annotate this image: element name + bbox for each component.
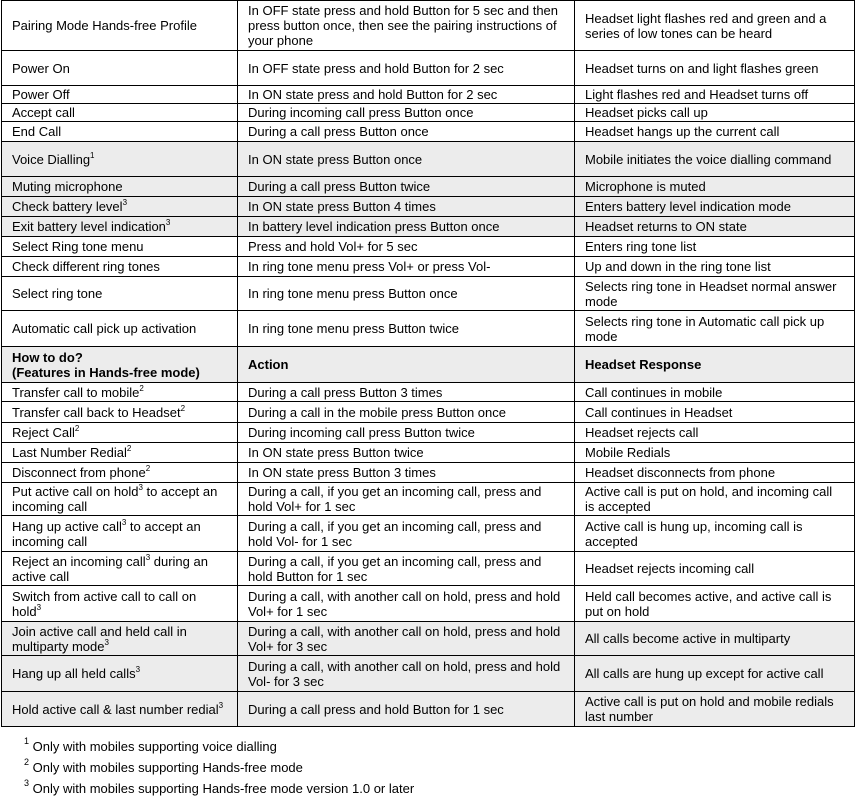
action-cell: During a call, if you get an incoming call, press and hold Button for 1 sec bbox=[238, 552, 575, 586]
table-row bbox=[2, 383, 855, 402]
response-cell: Headset hangs up the current call bbox=[575, 122, 855, 142]
footnote-mark: 3 bbox=[122, 198, 128, 207]
feature-cell: Transfer call back to Headset$^2$ bbox=[2, 402, 238, 423]
response-cell: Headset picks call up bbox=[575, 104, 855, 122]
feature-cell: Power On bbox=[2, 51, 238, 86]
action-cell: In ring tone menu press Button twice bbox=[238, 311, 575, 347]
feature-cell: Voice Dialling$^1$ bbox=[2, 142, 238, 177]
response-cell: Headset light flashes red and green and a series of low tones can be heard bbox=[575, 1, 855, 51]
footnote-mark: 3 bbox=[121, 517, 127, 527]
table-row bbox=[2, 552, 855, 586]
action-cell: In ON state press Button 4 times bbox=[238, 197, 575, 217]
table-row bbox=[2, 217, 855, 237]
action-cell: During a call press Button twice bbox=[238, 177, 575, 197]
action-cell: In ring tone menu press Button once bbox=[238, 277, 575, 311]
footnote-text: Only with mobiles supporting Hands-free mode bbox=[32, 760, 303, 775]
action-cell: In ON state press Button 3 times bbox=[238, 463, 575, 483]
footnote-number: 2 bbox=[24, 757, 30, 767]
feature-table bbox=[1, 0, 855, 727]
footnote-text: Only with mobiles supporting voice dialling bbox=[32, 739, 277, 754]
response-cell: Enters ring tone list bbox=[575, 237, 855, 257]
response-cell: Active call is put on hold, and incoming call is accepted bbox=[575, 483, 855, 516]
footnote-mark: 3 bbox=[135, 665, 141, 674]
table-row bbox=[2, 483, 855, 516]
table-row bbox=[2, 197, 855, 217]
feature-cell: Reject Call$^2$ bbox=[2, 423, 238, 443]
table-row bbox=[2, 656, 855, 692]
feature-cell: Exit battery level indication$^3$ bbox=[2, 217, 238, 237]
feature-cell: Transfer call to mobile$^2$ bbox=[2, 383, 238, 402]
footnote-mark: 2 bbox=[180, 403, 186, 413]
table-row bbox=[2, 257, 855, 277]
feature-cell: Select ring tone bbox=[2, 277, 238, 311]
table-row bbox=[2, 104, 855, 122]
feature-cell: Put active call on hold$^3$ to accept an incoming call bbox=[2, 483, 238, 516]
action-cell: In ring tone menu press Vol+ or press Vol- bbox=[238, 257, 575, 277]
action-cell: Press and hold Vol+ for 5 sec bbox=[238, 237, 575, 257]
action-cell: In ON state press Button twice bbox=[238, 443, 575, 463]
table-row bbox=[2, 423, 855, 443]
footnote bbox=[24, 757, 414, 778]
action-cell: During a call, with another call on hold, press and hold Vol- for 3 sec bbox=[238, 656, 575, 692]
response-cell: Selects ring tone in Automatic call pick up mode bbox=[575, 311, 855, 347]
action-cell: During a call press Button once bbox=[238, 122, 575, 142]
table-header-row bbox=[2, 347, 855, 383]
feature-cell: Hang up all held calls$^3$ bbox=[2, 656, 238, 692]
table-row bbox=[2, 1, 855, 51]
footnote-mark: 3 bbox=[165, 218, 171, 227]
feature-cell: Switch from active call to call on hold$^3$ bbox=[2, 586, 238, 622]
action-cell: Action bbox=[238, 347, 575, 383]
action-cell: In ON state press Button once bbox=[238, 142, 575, 177]
feature-cell: Automatic call pick up activation bbox=[2, 311, 238, 347]
table-row bbox=[2, 51, 855, 86]
table-row bbox=[2, 122, 855, 142]
response-cell: Headset rejects call bbox=[575, 423, 855, 443]
feature-cell: Join active call and held call in multiparty mode$^3$ bbox=[2, 622, 238, 656]
action-cell: In battery level indication press Button once bbox=[238, 217, 575, 237]
table-row bbox=[2, 237, 855, 257]
footnote-mark: 3 bbox=[36, 602, 42, 612]
action-cell: During a call, if you get an incoming call, press and hold Vol- for 1 sec bbox=[238, 516, 575, 552]
table-row bbox=[2, 277, 855, 311]
response-cell: Headset rejects incoming call bbox=[575, 552, 855, 586]
footnote-mark: 2 bbox=[139, 383, 144, 393]
footnote-mark: 2 bbox=[74, 424, 80, 433]
response-cell: Up and down in the ring tone list bbox=[575, 257, 855, 277]
action-cell: During a call, with another call on hold, press and hold Vol+ for 1 sec bbox=[238, 586, 575, 622]
table-row bbox=[2, 516, 855, 552]
table-row bbox=[2, 311, 855, 347]
response-cell: Active call is put on hold and mobile redials last number bbox=[575, 692, 855, 727]
table-row bbox=[2, 86, 855, 104]
feature-cell: Check battery level$^3$ bbox=[2, 197, 238, 217]
response-cell: Microphone is muted bbox=[575, 177, 855, 197]
feature-cell: Reject an incoming call$^3$ during an active call bbox=[2, 552, 238, 586]
feature-cell: Last Number Redial$^2$ bbox=[2, 443, 238, 463]
response-cell: Light flashes red and Headset turns off bbox=[575, 86, 855, 104]
response-cell: All calls become active in multiparty bbox=[575, 622, 855, 656]
footnote-mark: 3 bbox=[218, 700, 224, 710]
action-cell: During incoming call press Button twice bbox=[238, 423, 575, 443]
feature-cell: End Call bbox=[2, 122, 238, 142]
feature-cell: Select Ring tone menu bbox=[2, 237, 238, 257]
footnotes bbox=[24, 736, 414, 799]
footnote-mark: 1 bbox=[90, 150, 95, 160]
response-cell: Active call is hung up, incoming call is accepted bbox=[575, 516, 855, 552]
feature-cell: How to do? (Features in Hands-free mode) bbox=[2, 347, 238, 383]
footnote-text: Only with mobiles supporting Hands-free mode version 1.0 or later bbox=[32, 781, 415, 796]
feature-cell: Muting microphone bbox=[2, 177, 238, 197]
feature-cell: Disconnect from phone$^2$ bbox=[2, 463, 238, 483]
response-cell: Call continues in Headset bbox=[575, 402, 855, 423]
table-row bbox=[2, 443, 855, 463]
table-row bbox=[2, 463, 855, 483]
footnote-number: 1 bbox=[24, 736, 30, 746]
response-cell: Enters battery level indication mode bbox=[575, 197, 855, 217]
feature-cell: Hang up active call$^3$ to accept an incoming call bbox=[2, 516, 238, 552]
response-cell: Mobile Redials bbox=[575, 443, 855, 463]
action-cell: During a call press Button 3 times bbox=[238, 383, 575, 402]
table-row bbox=[2, 692, 855, 727]
table-row bbox=[2, 142, 855, 177]
table-row bbox=[2, 586, 855, 622]
response-cell: Headset returns to ON state bbox=[575, 217, 855, 237]
footnote-mark: 3 bbox=[145, 552, 151, 562]
feature-cell: Check different ring tones bbox=[2, 257, 238, 277]
table-row bbox=[2, 402, 855, 423]
response-cell: Headset disconnects from phone bbox=[575, 463, 855, 483]
response-cell: Call continues in mobile bbox=[575, 383, 855, 402]
footnote-number: 3 bbox=[24, 778, 30, 788]
action-cell: In OFF state press and hold Button for 2 sec bbox=[238, 51, 575, 86]
table-row bbox=[2, 177, 855, 197]
footnote bbox=[24, 736, 414, 757]
footnote-mark: 3 bbox=[104, 637, 109, 647]
response-cell: All calls are hung up except for active call bbox=[575, 656, 855, 692]
response-cell: Mobile initiates the voice dialling command bbox=[575, 142, 855, 177]
feature-cell: Accept call bbox=[2, 104, 238, 122]
feature-cell: Pairing Mode Hands-free Profile bbox=[2, 1, 238, 51]
action-cell: During a call in the mobile press Button once bbox=[238, 402, 575, 423]
response-cell: Held call becomes active, and active call is put on hold bbox=[575, 586, 855, 622]
feature-cell: Power Off bbox=[2, 86, 238, 104]
response-cell: Selects ring tone in Headset normal answer mode bbox=[575, 277, 855, 311]
footnote-mark: 3 bbox=[138, 483, 143, 492]
action-cell: In OFF state press and hold Button for 5 sec and then press button once, then see the pairing instructions of your phone bbox=[238, 1, 575, 51]
action-cell: During a call, if you get an incoming call, press and hold Vol+ for 1 sec bbox=[238, 483, 575, 516]
footnote-mark: 2 bbox=[145, 464, 151, 473]
action-cell: During a call press and hold Button for 1 sec bbox=[238, 692, 575, 727]
response-cell: Headset Response bbox=[575, 347, 855, 383]
response-cell: Headset turns on and light flashes green bbox=[575, 51, 855, 86]
footnote-mark: 2 bbox=[126, 444, 132, 453]
table-row bbox=[2, 622, 855, 656]
action-cell: During incoming call press Button once bbox=[238, 104, 575, 122]
feature-cell: Hold active call & last number redial$^3$ bbox=[2, 692, 238, 727]
action-cell: During a call, with another call on hold, press and hold Vol+ for 3 sec bbox=[238, 622, 575, 656]
action-cell: In ON state press and hold Button for 2 sec bbox=[238, 86, 575, 104]
footnote bbox=[24, 778, 414, 799]
